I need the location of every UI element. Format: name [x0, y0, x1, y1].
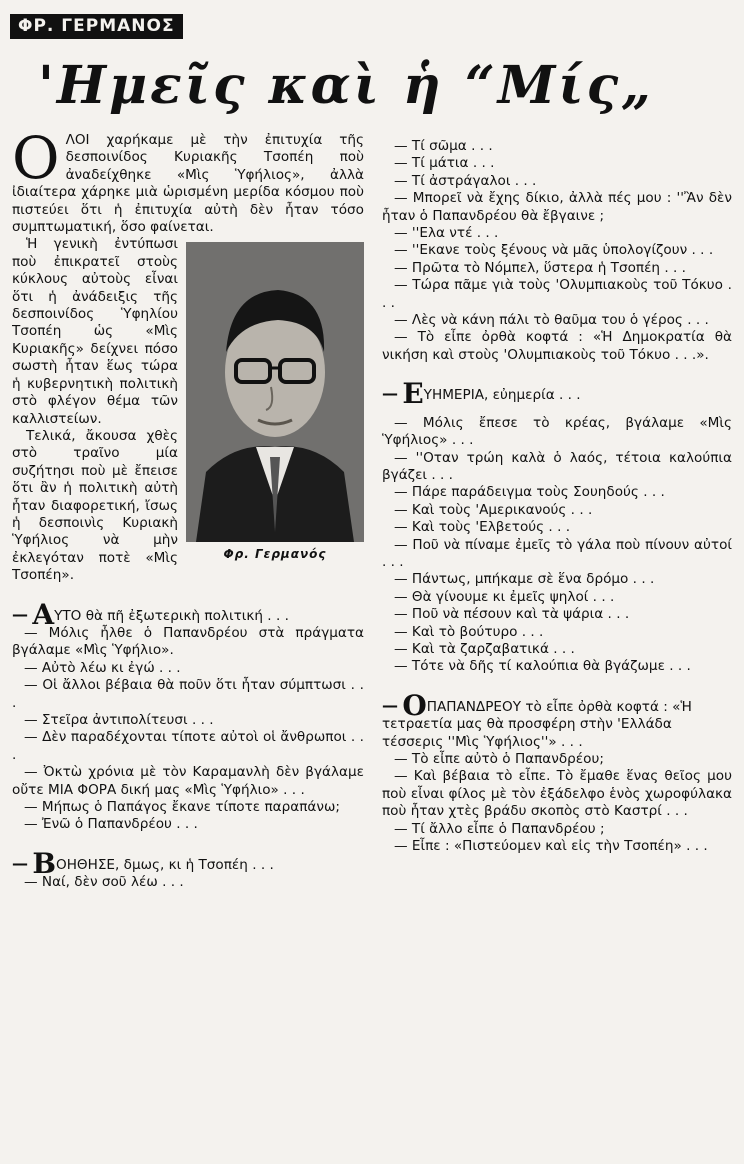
section-cap: Ε — [402, 377, 424, 411]
dialogue-line: — Καὶ τὰ ζαρζαβατικά . . . — [394, 640, 575, 657]
dialogue-line: — Τί ἀστράγαλοι . . . — [394, 172, 537, 189]
dialogue-line: — Πρῶτα τὸ Νόμπελ, ὕστερα ἡ Τσοπέη . . . — [394, 259, 686, 276]
dialogue-line: — Ναί, δὲν σοῦ λέω . . . — [24, 874, 184, 891]
section-heading-text: ΥΤΟ θὰ πῆ ἐξωτερικὴ πολιτική . . . — [54, 607, 289, 624]
dialogue-line: — Στεῖρα ἀντιπολίτευσι . . . — [24, 712, 214, 728]
dialogue-line: — Οἱ ἄλλοι βέβαια θὰ ποῦν ὅτι ἦταν σύμπτωσι . . . — [12, 677, 364, 711]
photo-caption: Φρ. Γερμανός — [223, 547, 327, 562]
author-photo — [186, 242, 364, 542]
section-cap: Ο — [402, 688, 427, 722]
drop-cap: Ο — [12, 132, 60, 192]
section-heading-text: ΥΗΜΕΡΙΑ, εὐημερία . . . — [423, 387, 581, 404]
section-heading: — ΑΥΤΟ θὰ πῆ ἐξωτερικὴ πολιτική . . . — [12, 597, 289, 631]
dialogue-line: — Μπορεῖ νὰ ἔχης δίκιο, ἀλλὰ πές μου : ''Ἂν δὲν ἦταν ὁ Παπανδρέου θὰ ἔβγαινε ; — [382, 190, 732, 224]
dialogue-line: — Τὸ εἶπε αὐτὸ ὁ Παπανδρέου; — [394, 751, 604, 767]
dialogue-line: — Αὐτὸ λέω κι ἐγώ . . . — [24, 659, 181, 676]
dialogue-line: — Τί ἄλλο εἶπε ὁ Παπανδρέου ; — [394, 820, 605, 837]
dialogue-line: — Τὸ εἶπε ὀρθὰ κοφτά : «Ἡ Δημοκρατία θὰ νικήση καὶ στοὺς 'Ολυμπιακοὺς τοῦ Τόκυο . . .». — [382, 329, 732, 363]
dialogue-line: — ''Οταν τρώη καλὰ ὁ λαός, τέτοια καλούπια βγάζει . . . — [382, 449, 732, 483]
dialogue-line: — Τί σῶμα . . . — [394, 138, 493, 154]
dialogue-line: — Πάντως, μπήκαμε σὲ ἕνα δρόμο . . . — [394, 571, 655, 588]
section-heading: — ΕΥΗΜΕΡΙΑ, εὐημερία . . . — [382, 377, 581, 411]
dialogue-line: — Δὲν παραδέχονται τίποτε αὐτοὶ οἱ ἄνθρωποι . . . — [12, 729, 364, 763]
dialogue-line: — Ὀκτὼ χρόνια μὲ τὸν Καραμανλὴ δὲν βγάλαμε οὔτε ΜΙΑ ΦΟΡΑ δική μας «Μὶς Ὑφήλιο» . . . — [12, 764, 364, 798]
dialogue-line: — Καὶ βέβαια τὸ εἶπε. Τὸ ἔμαθε ἕνας θεῖος μου ποὺ εἶναι φίλος μὲ τὸν ἐξάδελφο ἑνὸς χωροφύλακα ποὺ ἦταν χτὲς βράδυ σκοπὸς στὸ Καστρί . . . — [382, 768, 732, 820]
dialogue-line: — Λὲς νὰ κάνη πάλι τὸ θαῦμα του ὁ γέρος . . . — [394, 312, 709, 329]
dialogue-line: — Μόλις ἦλθε ὁ Παπανδρέου στὰ πράγματα βγάλαμε «Μὶς Ὑφήλιο». — [12, 624, 364, 659]
dialogue-line: — Τώρα πᾶμε γιὰ τοὺς 'Ολυμπιακοὺς τοῦ Τόκυο . . . — [382, 277, 732, 311]
section-cap: Α — [32, 597, 55, 631]
dialogue-line: — Μήπως ὁ Παπάγος ἔκανε τίποτε παραπάνω; — [24, 799, 340, 816]
section-heading-text: ΟΗΘΗΣΕ, δμως, κι ἡ Τσοπέη . . . — [56, 856, 274, 873]
dialogue-line: — Τότε νὰ δῆς τί καλούπια θὰ βγάζωμε . . . — [394, 658, 691, 675]
section-heading: — ΒΟΗΘΗΣΕ, δμως, κι ἡ Τσοπέη . . . — [12, 846, 274, 880]
section-heading: — ΟΠΑΠΑΝΔΡΕΟΥ τὸ εἶπε ὀρθὰ κοφτά : «Ἡ τετραετία μας θὰ προσφέρη στὴν 'Ελλάδα τέσσερις ''Μὶς Ὑφήλιος''» . . . — [382, 688, 692, 750]
intro-text: ΛΟΙ χαρήκαμε μὲ τὴν ἐπιτυχία τῆς δεσποινίδος Κυριακῆς Τσοπέη ποὺ ἀναδείχθηκε «Μὶς Ὑφήλιος», ἀλλὰ ἰδιαίτερα χάρηκε μιὰ ὡρισμένη μερίδα κόσμου ποὺ πιστεύει ὅτι ἡ ἐπιτυχία αὐτὴ δὲν ἦταν τόσο συμπτωματική, ὅσο φαίνεται. — [12, 132, 364, 236]
dialogue-line: — ''Εκανε τοὺς ξένους νὰ μᾶς ὑπολογίζουν . . . — [394, 242, 714, 259]
dialogue-line: — Καὶ τοὺς 'Αμερικανούς . . . — [394, 501, 593, 518]
dialogue-line: — Εἶπε : «Πιστεύομεν καὶ εἰς τὴν Τσοπέη» . . . — [394, 838, 708, 855]
section-cap: Β — [32, 846, 56, 880]
body-paragraph: Τελικά, ἄκουσα χθὲς στὸ τραῖνο μία συζήτησι ποὺ μὲ ἔπεισε ὅτι ἂν ἡ πολιτικὴ αὐτὴ ἦταν διαφορετική, ἴσως ἡ δεσποινὶς Κυριακὴ Ὑφήλιος νὰ μὴν ἐκλεγόταν ποτὲ «Μὶς Τσοπέη». — [12, 427, 178, 584]
article-title: 'Ημεῖς καὶ ἡ “Μίς„ — [38, 55, 655, 116]
dialogue-line: — Ἐνῶ ὁ Παπανδρέου . . . — [24, 816, 198, 833]
right-column — [382, 138, 732, 1158]
dialogue-line: — Θὰ γίνουμε κι ἐμεῖς ψηλοί . . . — [394, 588, 615, 605]
author-byline: ΦΡ. ΓΕΡΜΑΝΟΣ — [10, 14, 183, 39]
body-paragraph: Ἡ γενικὴ ἐντύπωσι ποὺ ἐπικρατεῖ στοὺς κύκλους αὐτοὺς εἶναι ὅτι ἡ ἀνάδειξις τῆς δεσποινίδος Ὑφηλίου Τσοπέη ὡς «Μὶς Κυριακῆς» δείχνει πόσο σωστὴ ἦταν ἕως τώρα ἡ κυβερνητικὴ πολιτικὴ στὸ φλέγον θέμα τῶν καλλιστείων. — [12, 236, 178, 427]
section-heading-text: ΠΑΠΑΝΔΡΕΟΥ τὸ εἶπε ὀρθὰ κοφτά : «Ἡ τετραετία μας θὰ προσφέρη στὴν 'Ελλάδα τέσσερις ''Μὶς Ὑφήλιος''» . . . — [382, 698, 692, 750]
author-photo-block — [186, 242, 364, 563]
dialogue-line: — Ποῦ νὰ πίναμε ἐμεῖς τὸ γάλα ποὺ πίνουν αὐτοί . . . — [382, 536, 732, 570]
dialogue-line: — ''Ελα ντέ . . . — [394, 225, 499, 242]
dialogue-line: — Καὶ τὸ βούτυρο . . . — [394, 623, 544, 640]
dialogue-line: — Ποῦ νὰ πέσουν καὶ τὰ ψάρια . . . — [394, 606, 630, 623]
dialogue-line: — Τί μάτια . . . — [394, 155, 495, 172]
dialogue-line: — Μόλις ἔπεσε τὸ κρέας, βγάλαμε «Μὶς Ὑφήλιος» . . . — [382, 414, 732, 449]
intro-paragraph — [12, 132, 364, 236]
dialogue-line: — Πάρε παράδειγμα τοὺς Σουηδούς . . . — [394, 484, 665, 501]
left-column — [12, 132, 364, 1162]
dialogue-line: — Καὶ τοὺς 'Ελβετούς . . . — [394, 519, 571, 536]
